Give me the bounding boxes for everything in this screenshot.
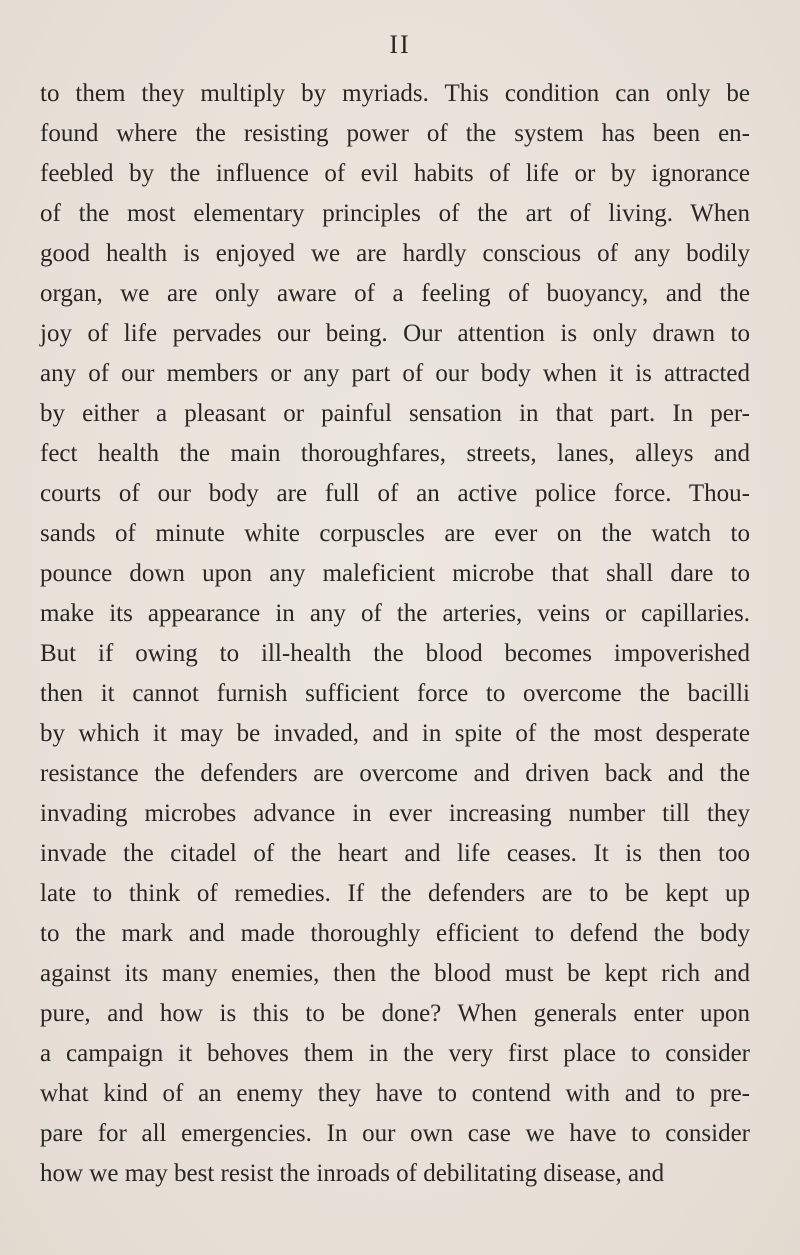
text-line: courts of our body are full of an active police force. Thou- — [40, 480, 750, 507]
text-line: good health is enjoyed we are hardly conscious of any bodily — [40, 240, 750, 267]
text-line: pare for all emergencies. In our own case we have to consider — [40, 1120, 750, 1147]
text-line: pure, and how is this to be done? When generals enter upon — [40, 1000, 750, 1027]
text-line: against its many enemies, then the blood must be kept rich and — [40, 960, 750, 987]
text-line: by which it may be invaded, and in spite of the most desperate — [40, 720, 750, 747]
text-line: how we may best resist the inroads of debilitating disease, and — [40, 1160, 665, 1187]
text-line: invading microbes advance in ever increasing number till they — [40, 800, 750, 827]
text-line: joy of life pervades our being. Our attention is only drawn to — [40, 320, 750, 347]
text-line: then it cannot furnish sufficient force to overcome the bacilli — [40, 680, 750, 707]
text-line: make its appearance in any of the arteries, veins or capillaries. — [40, 600, 750, 627]
text-line: resistance the defenders are overcome and driven back and the — [40, 760, 750, 787]
text-line: to the mark and made thoroughly efficient to defend the body — [40, 920, 750, 947]
text-line: late to think of remedies. If the defenders are to be kept up — [40, 880, 750, 907]
text-line: to them they multiply by myriads. This condition can only be — [40, 80, 750, 107]
text-line: sands of minute white corpuscles are ever on the watch to — [40, 520, 750, 547]
text-line: feebled by the influence of evil habits of life or by ignorance — [40, 160, 750, 187]
text-line: a campaign it behoves them in the very first place to consider — [40, 1040, 750, 1067]
text-line: by either a pleasant or painful sensation in that part. In per- — [40, 400, 750, 427]
text-line: fect health the main thoroughfares, streets, lanes, alleys and — [40, 440, 750, 467]
text-line: any of our members or any part of our body when it is attracted — [40, 360, 750, 387]
text-line: pounce down upon any maleficient microbe that shall dare to — [40, 560, 750, 587]
text-line: found where the resisting power of the system has been en- — [40, 120, 750, 147]
text-line: organ, we are only aware of a feeling of buoyancy, and the — [40, 280, 750, 307]
text-line: what kind of an enemy they have to contend with and to pre- — [40, 1080, 750, 1107]
text-line: of the most elementary principles of the art of living. When — [40, 200, 750, 227]
page-number: II — [389, 30, 411, 59]
text-line: invade the citadel of the heart and life ceases. It is then too — [40, 840, 750, 867]
text-line: But if owing to ill-health the blood becomes impoverished — [40, 640, 750, 667]
